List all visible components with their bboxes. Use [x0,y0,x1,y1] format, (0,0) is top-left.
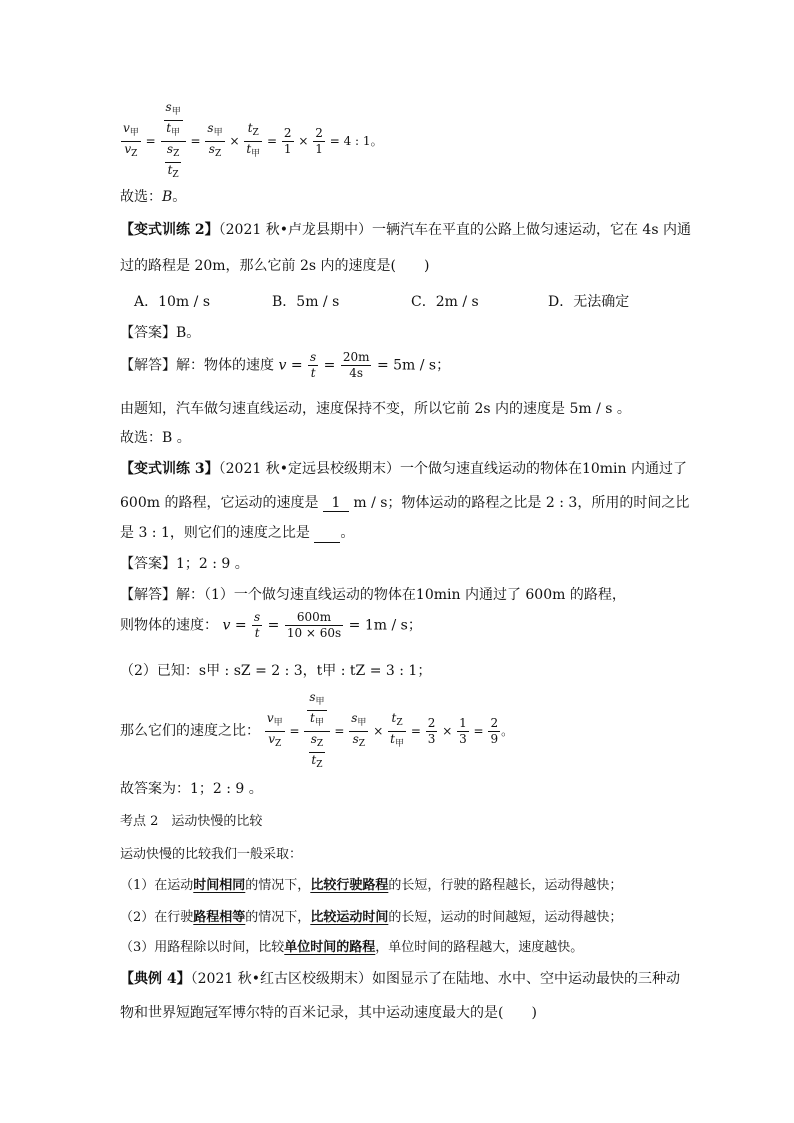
topic-item-3: （3）用路程除以时间，比较单位时间的路程，单位时间的路程越大，速度越快。 [120,940,584,955]
solution-2-line-2: 由题知，汽车做匀速直线运动，速度保持不变，所以它前 2s 内的速度是 5m / s 。 [120,401,631,417]
solution-2-line-1: 【解答】解：物体的速度 v = $\frac{s}{t}$ = $\frac{20m}{4s}$ = 5m / s； [120,350,451,380]
question-3-line-2: 600m 的路程，它运动的速度是 1 m / s；物体运动的路程之比是 2 : 3，所用的时间之比 [120,495,690,511]
option-c: C．2m / s [411,294,479,310]
question-label: 【变式训练 2】 [120,222,219,238]
formula-result: 4 : 1 [343,134,371,148]
lhs-fraction-2: $\frac{v_甲}{v_Z}$ [266,711,283,749]
fraction-s-over-t-2: $\frac{s}{t}$ [254,610,261,640]
fraction-t-ratio: $\frac{t_Z}{t_甲}$ [246,121,261,159]
formula-speed-ratio-1: $\frac{v_甲}{v_Z}$ = $\frac{s_甲}{t_甲}$ $\frac{s_Z}{t_Z}$ = $\frac{s_甲}{s_Z}$ × $\frac{t_Z}{t_甲}$ = $\frac{2}{1}$ × $\frac{2}{1}$ = 4 : 1。 [120,100,383,183]
final-answer-3: 故答案为：1；2 : 9 。 [120,781,263,797]
answer-blank-1: 1 [323,495,349,512]
compound-fraction-2: $\frac{s_甲}{t_甲}$ $\frac{s_Z}{t_Z}$ [304,690,329,773]
fraction-s-ratio: $\frac{s_甲}{s_Z}$ [207,121,223,159]
fraction-2-1-b: $\frac{2}{1}$ [315,126,323,156]
question-3-line-3: 是 3 : 1，则它们的速度之比是 。 [120,522,354,543]
option-b: B．5m / s [272,294,340,310]
fraction-20m-over-4s: $\frac{20m}{4s}$ [342,350,370,380]
fraction-2-1-a: $\frac{2}{1}$ [283,126,292,156]
answer-2: 【答案】B。 [120,325,201,341]
fraction-1-3: $\frac{1}{3}$ [459,716,467,746]
question-4-line-1: 【典例 4】（2021 秋•红古区校级期末）如图显示了在陆地、水中、空中运动最快的三种动 [120,971,680,987]
topic-item-2: （2）在行驶路程相等的情况下，比较运动时间的长短，运动的时间越短，运动得越快； [120,910,623,925]
solution-3-line-1: 【解答】解：（1）一个做匀速直线运动的物体在10min 内通过了 600m 的路程， [120,587,626,603]
question-4-line-2: 物和世界短跑冠军博尔特的百米记录，其中运动速度最大的是( ) [120,1005,537,1021]
formula-speed-ratio-2: 那么它们的速度之比： $\frac{v_甲}{v_Z}$ = $\frac{s_甲}{t_甲}$ $\frac{s_Z}{t_Z}$ = $\frac{s_甲}{s_Z}$ × $\frac{t_Z}{t_甲}$ = $\frac{2}{3}$ × $\frac{1}{3}$ = $\frac{2}{9}$ 。 [120,690,513,773]
question-2-line-2: 过的路程是 20m，那么它前 2s 内的速度是( ) [120,258,430,274]
fraction-600m-over-time: $\frac{600m}{10 \times 60s}$ [286,610,342,640]
option-d: D．无法确定 [548,294,630,310]
solution-3-line-3: （2）已知：s甲 : sZ = 2 : 3，t甲 : tZ = 3 : 1； [120,663,432,679]
question-2-line-1: 【变式训练 2】（2021 秋•卢龙县期中）一辆汽车在平直的公路上做匀速运动，它在 4s 内通 [120,222,691,238]
select-line-2: 故选：B 。 [120,430,191,446]
fraction-2-3: $\frac{2}{3}$ [427,716,436,746]
question-3-line-1: 【变式训练 3】（2021 秋•定远县校级期末）一个做匀速直线运动的物体在10min 内通过了 [120,461,687,477]
answer-3: 【答案】1；2 : 9 。 [120,556,249,572]
option-a: A．10m / s [134,294,211,310]
answer-blank-2 [314,522,340,543]
topic-title: 考点 2 运动快慢的比较 [120,814,263,829]
topic-item-1: （1）在运动时间相同的情况下，比较行驶路程的长短，行驶的路程越长，运动得越快； [120,878,623,893]
topic-intro: 运动快慢的比较我们一般采取： [120,847,303,862]
fraction-2-9: $\frac{2}{9}$ [490,716,499,746]
select-line-1: 故选：B。 [120,189,187,205]
compound-fraction: $\frac{s_甲}{t_甲}$ $\frac{s_Z}{t_Z}$ [161,100,186,183]
solution-3-line-2: 则物体的速度： v = $\frac{s}{t}$ = $\frac{600m}{10 \times 60s}$ = 1m / s； [120,610,422,640]
lhs-fraction: $\frac{v_甲}{v_Z}$ [123,121,139,159]
fraction-s-over-t: $\frac{s}{t}$ [310,350,317,380]
